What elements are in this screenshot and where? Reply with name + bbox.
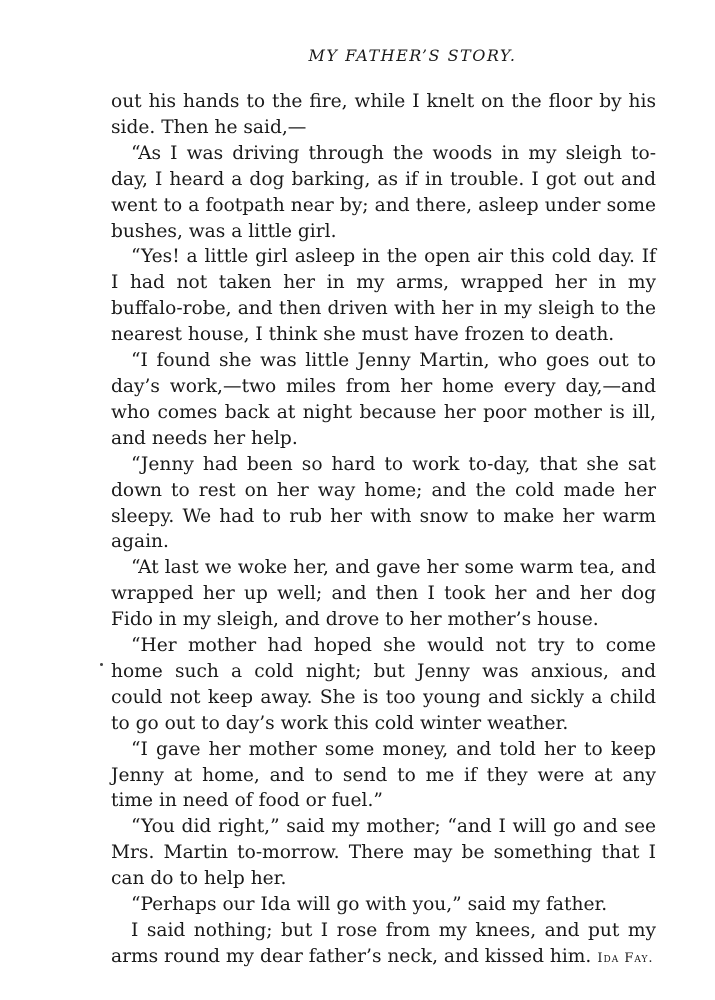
final-paragraph-text: I said nothing; but I rose from my knees, and put my arms round my dear father’s neck, and kissed him. — [111, 920, 656, 967]
paragraph: “I gave her mother some money, and told her to keep Jenny at home, and to send to me if they were at any time in need of food or fuel.” — [111, 738, 656, 812]
paragraph: “Perhaps our Ida will go with you,” said my father. — [131, 894, 608, 916]
running-title: MY FATHER’S STORY. — [308, 46, 517, 65]
author-signature: Ida Fay. — [597, 950, 654, 966]
paragraph: “Her mother had hoped she would not try to come home such a cold night; but Jenny was anxious, and could not keep away. She is too young and sickly a child to go out to day’s work this cold winter weather. — [111, 635, 656, 734]
final-paragraph — [111, 918, 656, 972]
paragraph: “You did right,” said my mother; “and I will go and see Mrs. Martin to-morrow. There may be something that I can do to help her. — [111, 816, 656, 890]
paragraph: “As I was driving through the woods in my sleigh to-day, I heard a dog barking, as if in trouble. I got out and went to a footpath near by; and there, asleep under some bushes, was a little girl. — [111, 142, 656, 242]
story-text — [111, 89, 656, 972]
ink-speck — [100, 663, 103, 666]
paragraph: “Jenny had been so hard to work to-day, that she sat down to rest on her way home; and the cold made her sleepy. We had to rub her with snow to make her warm again. — [111, 453, 656, 553]
paragraph: “At last we woke her, and gave her some warm tea, and wrapped her up well; and then I took her and her dog Fido in my sleigh, and drove to her mother’s house. — [111, 557, 656, 631]
paragraph: out his hands to the fire, while I knelt on the floor by his side. Then he said,— — [111, 91, 656, 138]
paragraph: “Yes! a little girl asleep in the open air this cold day. If I had not taken her in my arms, wrapped her in my buffalo-robe, and then driven with her in my sleigh to the nearest house, I think she must have frozen to death. — [111, 246, 656, 346]
paragraph: “I found she was little Jenny Martin, who goes out to day’s work,—two miles from her home every day,—and who comes back at night because her poor mother is ill, and needs her help. — [111, 350, 656, 449]
